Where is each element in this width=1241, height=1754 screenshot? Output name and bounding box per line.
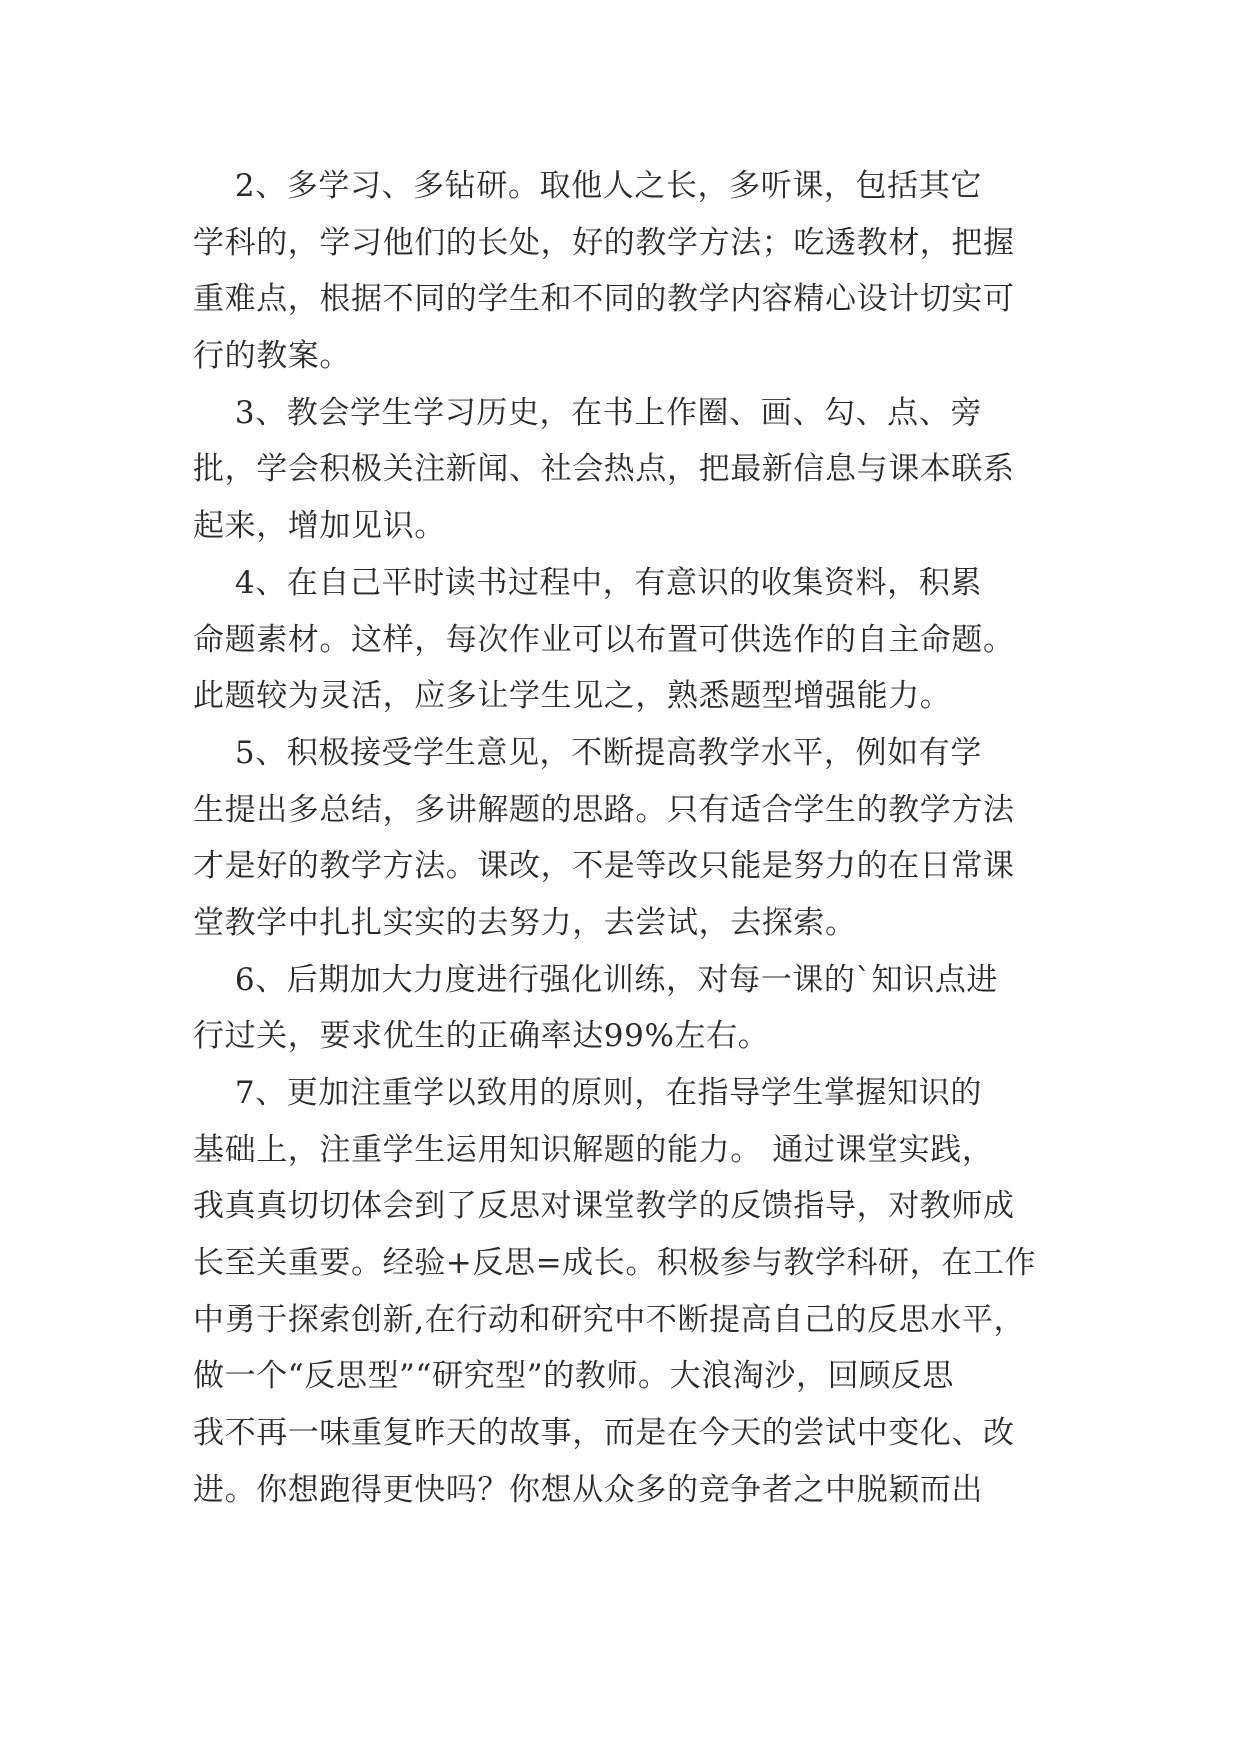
text-line: 命题素材。这样，每次作业可以布置可供选作的自主命题。 (193, 621, 1015, 658)
text-line: 2、多学习、多钻研。取他人之长，多听课，包括其它 (193, 168, 982, 204)
text-line: 起来，增加见识。 (193, 508, 446, 545)
text-line: 行的教案。 (193, 338, 351, 375)
text-line: 7、更加注重学以致用的原则，在指导学生掌握知识的 (193, 1075, 982, 1111)
text-line: 学科的，学习他们的长处，好的教学方法；吃透教材，把握 (193, 224, 1015, 261)
text-line: 进。你想跑得更快吗？你想从众多的竞争者之中脱颖而出 (193, 1471, 983, 1508)
text-line: 中勇于探索创新,在行动和研究中不断提高自己的反思水平， (193, 1301, 1026, 1338)
text-line: 基础上，注重学生运用知识解题的能力。 通过课堂实践， (193, 1131, 994, 1168)
text-line: 6、后期加大力度进行强化训练，对每一课的`知识点进 (193, 961, 999, 998)
text-line: 才是好的教学方法。课改，不是等改只能是努力的在日常课 (193, 848, 1015, 885)
text-line: 3、教会学生学习历史，在书上作圈、画、勾、点、旁 (193, 394, 982, 431)
text-line: 此题较为灵活，应多让学生见之，熟悉题型增强能力。 (193, 678, 952, 715)
text-line: 5、积极接受学生意见，不断提高教学水平，例如有学 (193, 734, 982, 771)
text-line: 4、在自己平时读书过程中，有意识的收集资料，积累 (193, 564, 982, 601)
document-body (193, 158, 1073, 1519)
text-line: 我真真切切体会到了反思对课堂教学的反馈指导，对教师成 (193, 1188, 1015, 1225)
text-line: 批，学会积极关注新闻、社会热点，把最新信息与课本联系 (193, 451, 1015, 488)
text-line: 生提出多总结，多讲解题的思路。只有适合学生的教学方法 (193, 791, 1015, 828)
text-line: 做一个“反思型”“研究型”的教师。大浪淘沙，回顾反思 (193, 1358, 954, 1395)
text-line: 重难点，根据不同的学生和不同的教学内容精心设计切实可 (193, 281, 1015, 318)
text-line: 行过关，要求优生的正确率达99%左右。 (193, 1018, 770, 1055)
text-line: 我不再一味重复昨天的故事，而是在今天的尝试中变化、改 (193, 1415, 1015, 1452)
text-line: 长至关重要。经验+反思=成长。积极参与教学科研，在工作 (193, 1245, 1037, 1282)
text-line: 堂教学中扎扎实实的去努力，去尝试，去探索。 (193, 904, 857, 941)
